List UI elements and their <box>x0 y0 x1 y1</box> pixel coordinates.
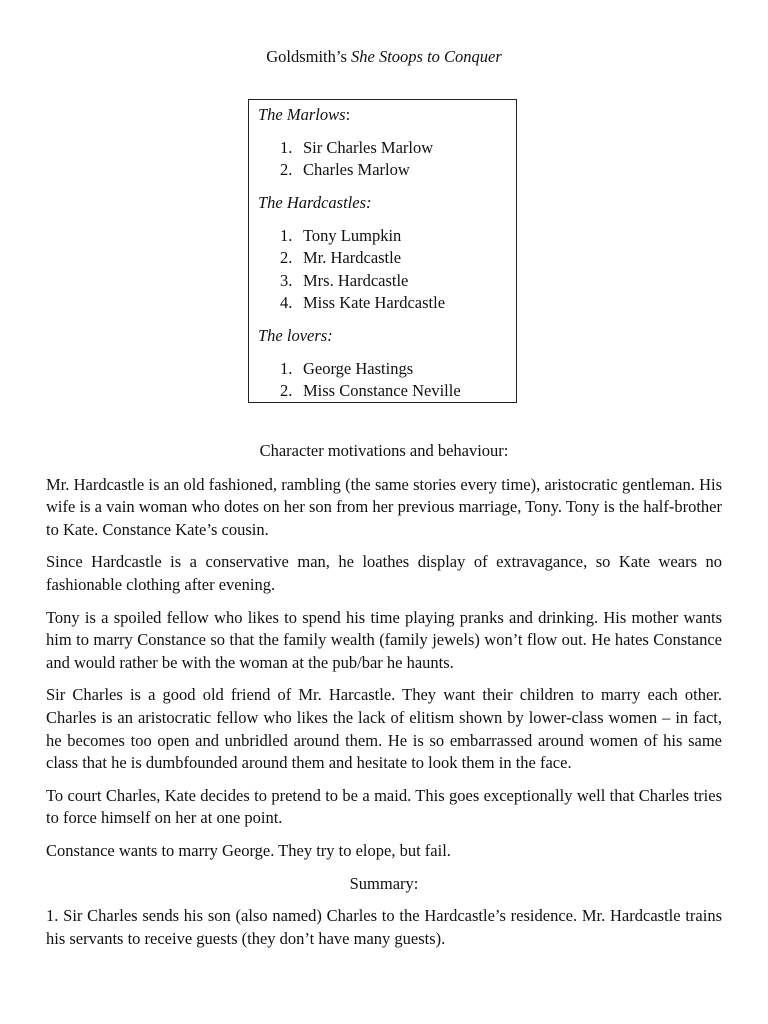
paragraph: To court Charles, Kate decides to pretend to be a maid. This goes exceptionally well that Charles tries to force himself on her at one point. <box>46 785 722 828</box>
cast-group-heading: The Hardcastles: <box>258 193 372 212</box>
paragraph: Tony is a spoiled fellow who likes to spend his time playing pranks and drinking. His mother wants him to marry Constance so that the family wealth (family jewels) won’t flow out. He hates Constance and would rather be with the woman at the pub/bar he haunts. <box>46 607 722 672</box>
document-body <box>46 440 722 950</box>
paragraph: Sir Charles is a good old friend of Mr. Harcastle. They want their children to marry each other. Charles is an aristocratic fellow who likes the lack of elitism shown by lower-class women – in fact, he becomes too open and unbridled around them. He is so embarrassed around women of his same class that he is dumbfounded around them and hesitate to look them in the face. <box>46 685 722 773</box>
section-heading-summary: Summary: <box>349 873 419 893</box>
summary-item: 1. Sir Charles sends his son (also named) Charles to the Hardcastle’s residence. Mr. Hardcastle trains his servants to receive guests (they don’t have many guests). <box>46 906 722 948</box>
cast-list-box: The Marlows: 1. Sir Charles Marlow 2. Charles Marlow The Hardcastles: 1. Tony Lumpkin 2. Mr. Hardcastle 3. Mrs. Hardcastle 4. Miss Kate Hardcastle The lovers: 1. George Hastings 2. Miss Constance Neville <box>248 99 517 403</box>
paragraph: Constance wants to marry George. They try to elope, but fail. <box>46 840 451 860</box>
play-title: She Stoops to Conquer <box>351 47 502 66</box>
cast-group-heading: The Marlows: <box>258 105 351 124</box>
section-heading-motivations: Character motivations and behaviour: <box>259 441 509 460</box>
document-title <box>0 46 768 69</box>
title-prefix: Goldsmith’s <box>266 47 351 66</box>
paragraph: Mr. Hardcastle is an old fashioned, rambling (the same stories every time), aristocratic gentleman. His wife is a vain woman who dotes on her son from her previous marriage, Tony. Tony is the half-brother to Kate. Constance Kate’s cousin. <box>46 474 722 539</box>
cast-group-heading: The lovers: <box>258 326 333 345</box>
paragraph: Since Hardcastle is a conservative man, he loathes display of extravagance, so Kate wears no fashionable clothing after evening. <box>46 552 722 594</box>
